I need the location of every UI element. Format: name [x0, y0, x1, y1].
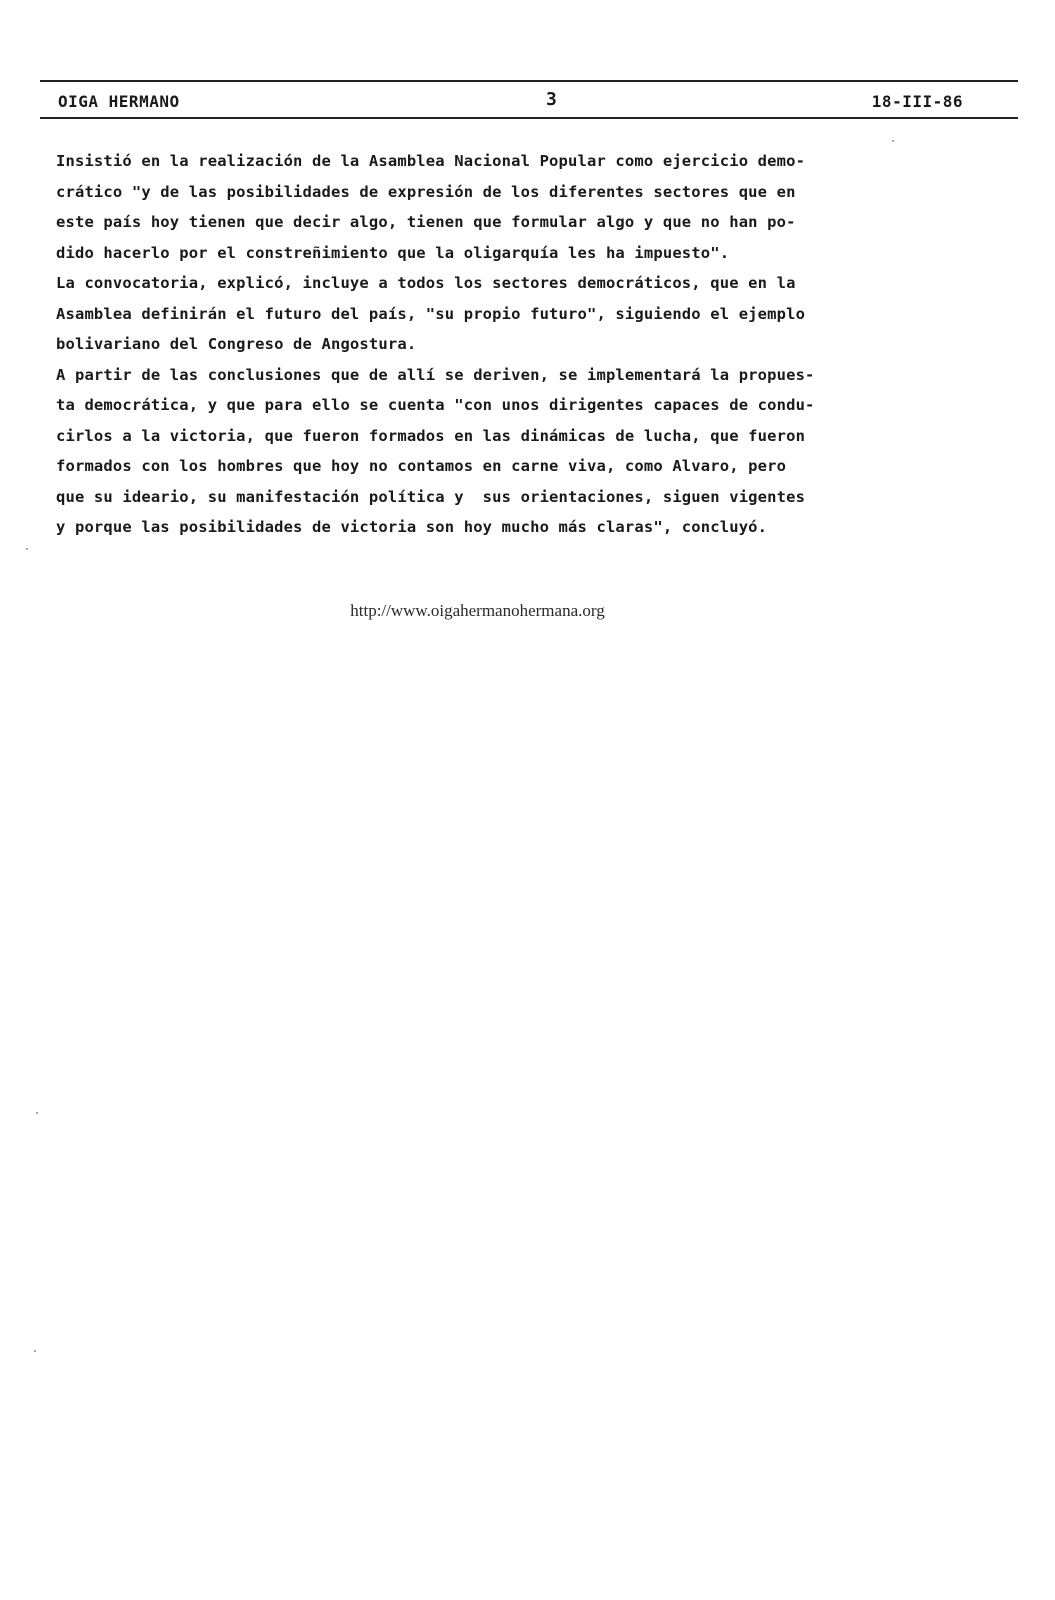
article-body	[56, 146, 961, 543]
body-line: formados con los hombres que hoy no contamos en carne viva, como Alvaro, pero	[56, 457, 787, 475]
body-line: ta democrática, y que para ello se cuenta "con unos dirigentes capaces de condu-	[56, 396, 815, 414]
page-number: 3	[546, 89, 558, 110]
issue-date: 18-III-86	[871, 91, 963, 111]
website-link[interactable]: http://www.oigahermanohermana.org	[350, 601, 605, 620]
scan-speck	[36, 1112, 38, 1114]
scan-speck	[26, 548, 28, 550]
page-header	[58, 89, 963, 113]
body-line: que su ideario, su manifestación política y sus orientaciones, siguen vigentes	[56, 487, 806, 506]
scan-speck	[34, 1350, 36, 1352]
body-line: Insistió en la realización de la Asamblea Nacional Popular como ejercicio demo-	[56, 152, 806, 170]
header-top-rule	[40, 80, 1018, 82]
body-line: crático "y de las posibilidades de expresión de los diferentes sectores que en	[56, 182, 796, 201]
scan-speck	[892, 140, 894, 142]
body-line: este país hoy tienen que decir algo, tienen que formular algo y que no han po-	[56, 213, 796, 231]
body-line: bolivariano del Congreso de Angostura.	[56, 335, 417, 353]
body-line: Asamblea definirán el futuro del país, "su propio futuro", siguiendo el ejemplo	[56, 304, 806, 323]
publication-title: OIGA HERMANO	[58, 91, 180, 111]
body-line: A partir de las conclusiones que de allí se deriven, se implementará la propues-	[56, 365, 815, 384]
body-line: La convocatoria, explicó, incluye a todos los sectores democráticos, que en la	[56, 274, 796, 292]
body-line: y porque las posibilidades de victoria son hoy mucho más claras", concluyó.	[56, 518, 768, 536]
header-bottom-rule	[40, 117, 1018, 119]
body-line: cirlos a la victoria, que fueron formados en las dinámicas de lucha, que fueron	[56, 426, 806, 445]
body-line: dido hacerlo por el constreñimiento que la oligarquía les ha impuesto".	[56, 243, 730, 262]
